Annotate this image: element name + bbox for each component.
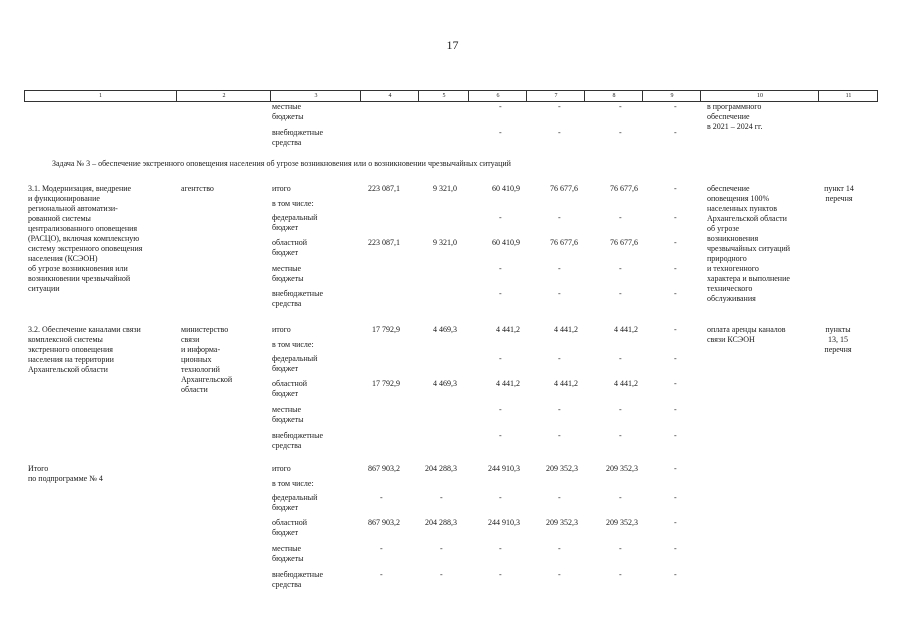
top-mestnye-dash-7: -: [558, 102, 561, 111]
block2-link: пункты 13, 15 перечня: [824, 325, 852, 354]
top-vne-dash-6: -: [499, 128, 502, 137]
block2-fed-dash-6: -: [499, 354, 502, 363]
block1-vtom-label: в том числе:: [272, 199, 314, 208]
block3-oblast-col4: 867 903,2: [368, 518, 400, 527]
block1-federal-label: федеральный бюджет: [272, 213, 318, 232]
block1-mest-dash-9: -: [674, 264, 677, 273]
col-header-6: 6: [468, 91, 527, 101]
col-header-4: 4: [360, 91, 419, 101]
block1-vne-dash-7: -: [558, 289, 561, 298]
block1-vne-label: внебюджетные средства: [272, 289, 323, 308]
top-vne-dash-7: -: [558, 128, 561, 137]
block2-itogo-label: итого: [272, 325, 291, 334]
block1-vne-dash-6: -: [499, 289, 502, 298]
block2-mestnye-label: местные бюджеты: [272, 405, 304, 424]
task-title: Задача № 3 – обеспечение экстренного оповещения населения об угрозе возникновения или о возникновении чрезвычайных ситуаций: [52, 159, 511, 168]
block1-mest-dash-8: -: [619, 264, 622, 273]
block2-itogo-col8: 4 441,2: [614, 325, 638, 334]
block3-oblast-col7: 209 352,3: [546, 518, 578, 527]
block3-fed-dash-9: -: [674, 493, 677, 502]
block3-oblast-col6: 244 910,3: [488, 518, 520, 527]
block3-itogo-col5: 204 288,3: [425, 464, 457, 473]
block2-result: оплата аренды каналов связи КСЭОН: [707, 325, 786, 344]
block1-itogo-col7: 76 677,6: [550, 184, 578, 193]
block1-mest-dash-6: -: [499, 264, 502, 273]
col-header-2: 2: [176, 91, 271, 101]
top-mestnye-label: местные бюджеты: [272, 102, 304, 121]
block3-vne-label: внебюджетные средства: [272, 570, 323, 589]
block3-mest-dash-8: -: [619, 544, 622, 553]
block1-result: обеспечение оповещения 100% населенных пунктов Архангельской области об угрозе возникновения чрезвычайных ситуаций природного и техногенного характера и выполнение технического обслуживания: [707, 184, 791, 303]
block1-itogo-col6: 60 410,9: [492, 184, 520, 193]
block3-name: Итого по подпрограмме № 4: [28, 464, 103, 483]
block2-fed-dash-8: -: [619, 354, 622, 363]
block2-oblast-label: областной бюджет: [272, 379, 308, 398]
block3-fed-dash-6: -: [499, 493, 502, 502]
block3-oblast-col9: -: [674, 518, 677, 527]
block2-fed-dash-7: -: [558, 354, 561, 363]
block3-itogo-col4: 867 903,2: [368, 464, 400, 473]
block1-oblast-label: областной бюджет: [272, 238, 308, 257]
block3-vne-dash-4: -: [380, 570, 383, 579]
block1-fed-dash-6: -: [499, 213, 502, 222]
col-header-1: 1: [99, 93, 102, 99]
block3-vne-dash-5: -: [440, 570, 443, 579]
block3-mestnye-label: местные бюджеты: [272, 544, 304, 563]
block1-itogo-col4: 223 087,1: [368, 184, 400, 193]
block3-federal-label: федеральный бюджет: [272, 493, 318, 512]
block1-oblast-col8: 76 677,6: [610, 238, 638, 247]
block2-mest-dash-9: -: [674, 405, 677, 414]
block1-oblast-col4: 223 087,1: [368, 238, 400, 247]
block3-mest-dash-5: -: [440, 544, 443, 553]
top-vnebudzhet-label: внебюджетные средства: [272, 128, 323, 147]
top-mestnye-dash-6: -: [499, 102, 502, 111]
block1-itogo-label: итого: [272, 184, 291, 193]
block3-fed-dash-7: -: [558, 493, 561, 502]
block2-itogo-col6: 4 441,2: [496, 325, 520, 334]
block2-vne-dash-6: -: [499, 431, 502, 440]
col-header-8: 8: [584, 91, 643, 101]
block2-vtom-label: в том числе:: [272, 340, 314, 349]
block1-oblast-col5: 9 321,0: [433, 238, 457, 247]
col-header-10: 10: [700, 91, 819, 101]
block1-fed-dash-7: -: [558, 213, 561, 222]
block3-itogo-col7: 209 352,3: [546, 464, 578, 473]
block2-itogo-col4: 17 792,9: [372, 325, 400, 334]
block1-oblast-col7: 76 677,6: [550, 238, 578, 247]
block2-itogo-col9: -: [674, 325, 677, 334]
block2-vne-dash-7: -: [558, 431, 561, 440]
block3-mest-dash-4: -: [380, 544, 383, 553]
block2-oblast-col4: 17 792,9: [372, 379, 400, 388]
block3-itogo-label: итого: [272, 464, 291, 473]
block2-itogo-col7: 4 441,2: [554, 325, 578, 334]
col-header-5: 5: [418, 91, 469, 101]
block3-oblast-col5: 204 288,3: [425, 518, 457, 527]
block1-itogo-col5: 9 321,0: [433, 184, 457, 193]
block2-mest-dash-6: -: [499, 405, 502, 414]
block3-mest-dash-9: -: [674, 544, 677, 553]
block3-oblast-label: областной бюджет: [272, 518, 308, 537]
block1-fed-dash-9: -: [674, 213, 677, 222]
top-vne-dash-8: -: [619, 128, 622, 137]
block1-vne-dash-9: -: [674, 289, 677, 298]
block1-link: пункт 14 перечня: [824, 184, 854, 203]
block2-mest-dash-7: -: [558, 405, 561, 414]
block3-itogo-col8: 209 352,3: [606, 464, 638, 473]
block2-name: 3.2. Обеспечение каналами связи комплексной системы экстренного оповещения населения на территории Архангельской области: [28, 325, 141, 374]
block1-vne-dash-8: -: [619, 289, 622, 298]
block3-vne-dash-6: -: [499, 570, 502, 579]
block1-fed-dash-8: -: [619, 213, 622, 222]
block3-itogo-col9: -: [674, 464, 677, 473]
block1-itogo-col8: 76 677,6: [610, 184, 638, 193]
block3-oblast-col8: 209 352,3: [606, 518, 638, 527]
block2-federal-label: федеральный бюджет: [272, 354, 318, 373]
block1-mest-dash-7: -: [558, 264, 561, 273]
block3-vne-dash-8: -: [619, 570, 622, 579]
block3-fed-dash-8: -: [619, 493, 622, 502]
block1-itogo-col9: -: [674, 184, 677, 193]
page-number: 17: [446, 38, 459, 52]
block1-name: 3.1. Модернизация, внедрение и функционирование региональной автоматизи- рованной системы централизованного оповещения (РАСЦО), включая комплексную систему экстренного оповещения населения (КСЭОН) об угрозе возникновения или возникновении чрезвычайной ситуации: [28, 184, 143, 293]
block2-oblast-col5: 4 469,3: [433, 379, 457, 388]
block2-mest-dash-8: -: [619, 405, 622, 414]
block2-oblast-col6: 4 441,2: [496, 379, 520, 388]
block1-oblast-col6: 60 410,9: [492, 238, 520, 247]
block3-itogo-col6: 244 910,3: [488, 464, 520, 473]
block2-fed-dash-9: -: [674, 354, 677, 363]
block2-itogo-col5: 4 469,3: [433, 325, 457, 334]
block3-vne-dash-7: -: [558, 570, 561, 579]
top-mestnye-dash-8: -: [619, 102, 622, 111]
top-mestnye-dash-9: -: [674, 102, 677, 111]
col-header-11: 11: [818, 91, 878, 101]
block1-mestnye-label: местные бюджеты: [272, 264, 304, 283]
block3-fed-dash-4: -: [380, 493, 383, 502]
block2-oblast-col7: 4 441,2: [554, 379, 578, 388]
block2-oblast-col8: 4 441,2: [614, 379, 638, 388]
block3-mest-dash-6: -: [499, 544, 502, 553]
block2-vne-label: внебюджетные средства: [272, 431, 323, 450]
block2-vne-dash-8: -: [619, 431, 622, 440]
block3-fed-dash-5: -: [440, 493, 443, 502]
block2-oblast-col9: -: [674, 379, 677, 388]
top-vne-dash-9: -: [674, 128, 677, 137]
block3-vtom-label: в том числе:: [272, 479, 314, 488]
column-number-header: [24, 90, 878, 102]
block1-executor: агентство: [181, 184, 214, 193]
col-header-3: 3: [270, 91, 361, 101]
col-header-7: 7: [526, 91, 585, 101]
block2-vne-dash-9: -: [674, 431, 677, 440]
top-result-note: в программного обеспечение в 2021 – 2024 гг.: [707, 102, 763, 131]
block3-mest-dash-7: -: [558, 544, 561, 553]
block1-oblast-col9: -: [674, 238, 677, 247]
block3-vne-dash-9: -: [674, 570, 677, 579]
col-header-9: 9: [642, 91, 701, 101]
block2-executor: министерство связи и информа- ционных технологий Архангельской области: [181, 325, 233, 394]
